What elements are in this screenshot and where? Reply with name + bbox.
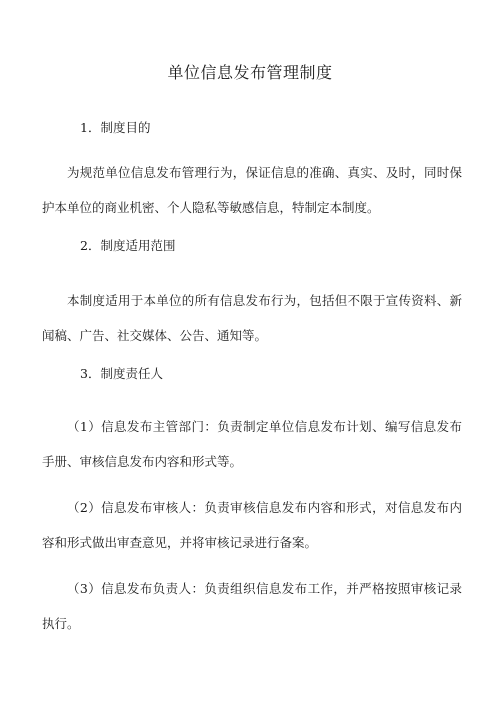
section-paragraph-reviewer: （2）信息发布审核人：负责审核信息发布内容和形式，对信息发布内容和形式做出审查意见，并将审核记录进行备案。 (42, 500, 462, 550)
section-heading-responsible: 3．制度责任人 (80, 366, 163, 381)
document-title: 单位信息发布管理制度 (167, 63, 333, 82)
section-paragraph-department: （1）信息发布主管部门：负责制定单位信息发布计划、编写信息发布手册、审核信息发布内容和形式等。 (42, 419, 462, 469)
section-paragraph-scope: 本制度适用于本单位的所有信息发布行为，包括但不限于宣传资料、新闻稿、广告、社交媒体、公告、通知等。 (42, 293, 462, 343)
section-heading-purpose: 1．制度目的 (80, 120, 151, 135)
section-paragraph-purpose: 为规范单位信息发布管理行为，保证信息的准确、真实、及时，同时保护本单位的商业机密、个人隐私等敏感信息，特制定本制度。 (42, 165, 462, 215)
section-paragraph-manager: （3）信息发布负责人：负责组织信息发布工作，并严格按照审核记录执行。 (42, 581, 462, 631)
section-heading-scope: 2．制度适用范围 (80, 238, 176, 253)
